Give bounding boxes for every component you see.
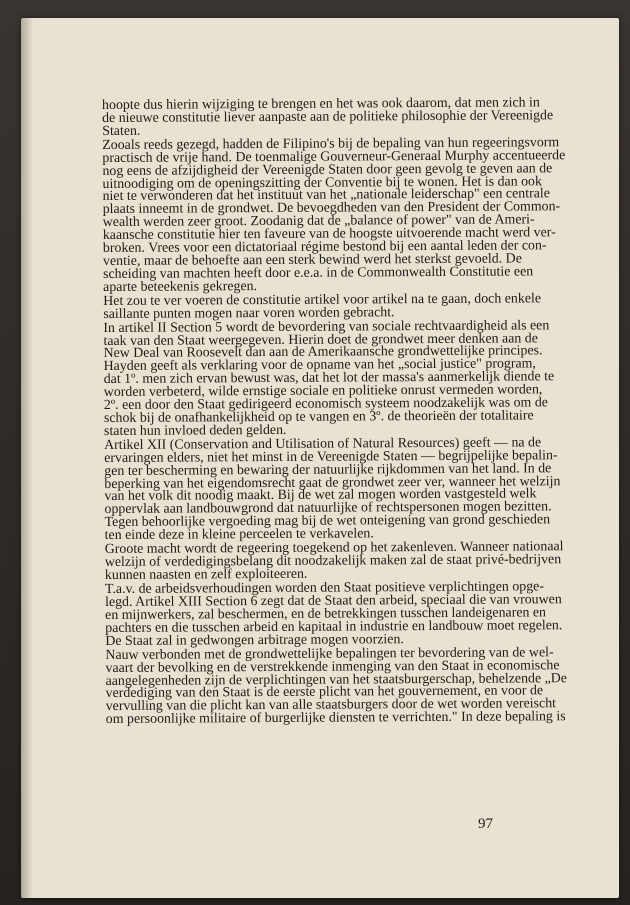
text-line: aparte beteekenis gekregen. [103, 278, 258, 295]
text-line: en mijnwerkers, zal beschermen, en de betrekkingen tusschen landeigenaren en [105, 605, 547, 623]
text-line: beperking van het eigendomsrecht gaat de grondwet zeer ver, wanneer het welzijn [104, 473, 561, 492]
text-line: om persoonlijke militaire of burgerlijke diensten te verrichten." In deze bepaling is [105, 709, 566, 728]
text-line: Hayden geeft als verklaring voor de opname van het „social justice" program, [103, 356, 536, 375]
text-line: schok bij de onafhankelijkheid op te vangen en 3º. de theorieën der totalitaire [103, 408, 534, 426]
text-line: Staten. [102, 123, 141, 139]
text-line: de nieuwe constitutie liever aanpaste aan de politieke philosophie der Vereenigde [102, 108, 554, 126]
text-line: taak van den Staat weergegeven. Hierin doet de grondwet meer denken aan de [103, 330, 538, 349]
text-line: Het zou te ver voeren de constitutie artikel voor artikel na te gaan, doch enkele [103, 291, 542, 309]
text-line: staten hun invloed deden gelden. [103, 422, 287, 439]
paragraph [103, 317, 555, 439]
text-line: Groote macht wordt de regeering toegekend op het zakenleven. Wanneer nationaal [104, 539, 564, 558]
paragraph [104, 579, 563, 649]
text-line: broken. Vrees voor een dictatoriaal régime bestond bij een aantal leden der con- [102, 238, 547, 256]
text-line: saillante punten mogen naar voren worden gebracht. [103, 304, 395, 322]
text-line: nog eens de afzijdigheid der Vereenigde Staten door geen gevolg te geven aan de [102, 160, 553, 179]
text-line: New Deal van Roosevelt dan aan de Amerikaansche grondwettelijke principes. [103, 343, 543, 362]
text-line: legd. Artikel XIII Section 6 zegt dat de Staat den arbeid, speciaal die van vrouwen [105, 592, 562, 610]
text-line: vervulling van die plicht kan van alle staatsburgers door de wet worden vereischt [105, 696, 557, 715]
text-line: ventie, maar de behoefte aan een sterk bewind werd het sterkst gevoeld. De [102, 251, 522, 269]
text-line: gen ter bescherming en bewaring der natuurlijke rijkdommen van het land. In de [104, 460, 552, 479]
text-line: 2º. een door den Staat gedirigeerd economisch systeem noodzakelijk was om de [103, 395, 548, 414]
text-line: aangelegenheden zijn de verplichtingen van het staatsburgerschap, behelzende „De [105, 670, 567, 689]
paragraph [103, 291, 542, 322]
text-line: verdediging van den Staat is de eerste plicht van het gouvernement, en voor de [105, 683, 544, 702]
text-line: Nauw verbonden met de grondwettelijke bepalingen ter bevordering van de wel- [105, 644, 554, 663]
text-line: scheiding van machten heeft door e.e.a. in de Commonwealth Constitutie een [103, 264, 534, 282]
paragraph [105, 644, 567, 728]
text-line: kaansche constitutie hier ten faveure van de hoogste uitvoerende macht werd ver- [102, 225, 556, 244]
text-line: De Staat zal in gedwongen arbitrage mogen voorzien. [105, 631, 404, 649]
text-line: In artikel II Section 5 wordt de bevordering van sociale rechtvaardigheid als een [103, 317, 550, 336]
text-line: worden verbeterd, wilde ernstige sociale en politieke onrust vermeden worden, [103, 382, 543, 401]
text-line: wealth werden zeer groot. Zoodanig dat de „balance of power" van de Ameri- [102, 212, 535, 231]
text-line: dat 1º. men zich ervan bewust was, dat het lot der massa's aanmerkelijk diende te [103, 369, 555, 388]
text-line: pachters en die tusschen arbeid en kapitaal in industrie en landbouw moet regelen. [105, 617, 563, 636]
text-line: oppervlak aan landbouwgrond dat natuurlijke of rechtspersonen mogen bezitten. [104, 499, 552, 518]
text-line: hoopte dus hierin wijziging te brengen en het was ook daarom, dat men zich in [101, 95, 540, 113]
text-line: Artikel XII (Conservation and Utilisation of Natural Resources) geeft — na de [104, 435, 542, 453]
body-text [101, 95, 567, 728]
text-line: plaats inneemt in de grondwet. De bevoegdheden van den President der Common- [102, 199, 561, 218]
text-line: kunnen naasten en zelf exploiteeren. [104, 566, 308, 583]
text-line: ten einde deze in kleine perceelen te verkavelen. [104, 526, 374, 544]
paragraph [104, 539, 564, 583]
text-line: Zooals reeds gezegd, hadden de Filipino's bij de bepaling van hun regeeringsvorm [102, 135, 560, 153]
paragraph [104, 435, 561, 544]
text-line: practisch de vrije hand. De toenmalige Gouverneur-Generaal Murphy accentueerde [102, 147, 566, 166]
text-line: van het volk dit noodig maakt. Bij de wet zal mogen worden vastgesteld welk [104, 486, 537, 505]
text-line: uitnoodiging om de openingszitting der Conventie bij te wonen. Het is dan ook [102, 173, 542, 192]
text-line: niet te verwonderen dat het instituut van het „nationale leiderschap" een centrale [102, 186, 550, 205]
text-line: T.a.v. de arbeidsverhoudingen worden den Staat positieve verplichtingen opge- [104, 579, 544, 598]
paragraph [102, 135, 566, 295]
text-line: vaart der bevolking en de verstrekkende inmenging van den Staat in economische [105, 657, 560, 676]
text-line: welzijn of verdedigingsbelang dit noodzakelijk maken zal de staat privé-bedrijven [104, 552, 562, 571]
text-line: ervaringen elders, niet het minst in de Vereenigde Staten — begrijpelijke bepalin- [104, 448, 558, 466]
text-line: Tegen behoorlijke vergoeding mag bij de wet onteigening van grond geschieden [104, 512, 551, 531]
page-number: 97 [478, 816, 493, 832]
page-gutter-shadow [21, 18, 33, 898]
paragraph [101, 95, 554, 139]
